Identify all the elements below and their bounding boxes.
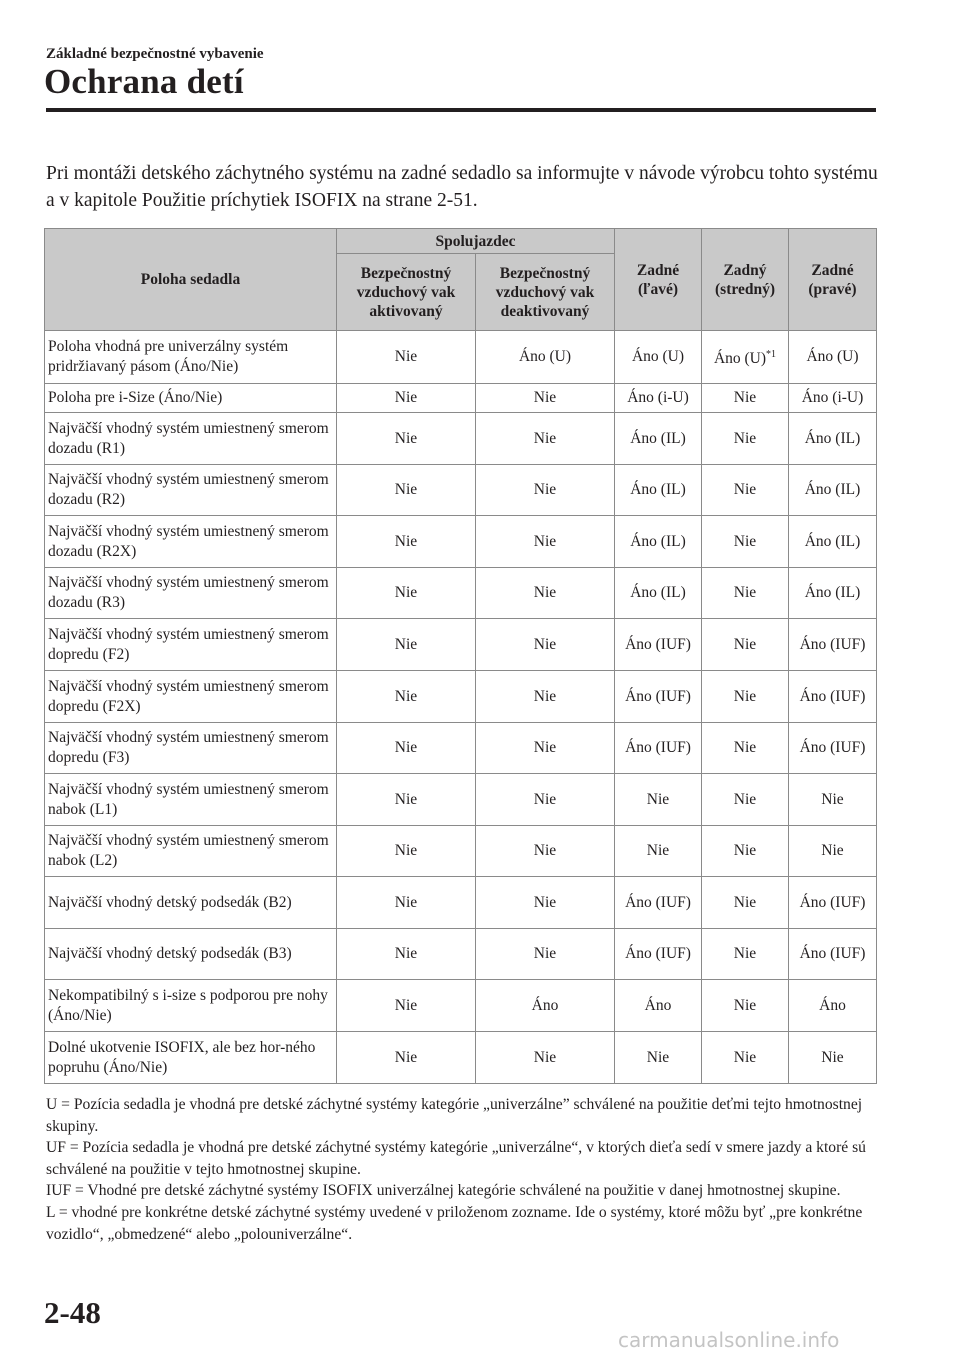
table-row — [45, 1032, 877, 1084]
table-cell — [702, 877, 789, 929]
row-label: Poloha vhodná pre univerzálny systém pridržiavaný pásom (Áno/Nie) — [45, 331, 337, 384]
cell-value: Nie — [733, 687, 757, 705]
table-cell — [337, 516, 476, 568]
table-cell — [702, 774, 789, 826]
cell-value: Nie — [646, 1048, 670, 1066]
table-cell — [476, 619, 615, 671]
cell-value: Áno — [819, 996, 846, 1014]
row-label: Najväčší vhodný detský podsedák (B3) — [45, 929, 337, 980]
header-rear-left: Zadné (ľavé) — [615, 229, 702, 331]
table-cell — [702, 723, 789, 774]
table-cell — [702, 413, 789, 465]
row-label: Najväčší vhodný systém umiestnený smerom nabok (L1) — [45, 774, 337, 826]
cell-value: Nie — [533, 481, 557, 498]
table-cell — [615, 774, 702, 826]
table-cell — [615, 980, 702, 1032]
header-rear-center: Zadný (stredný) — [702, 229, 789, 331]
cell-value: Nie — [733, 1048, 757, 1066]
table-cell — [615, 516, 702, 568]
cell-value: Nie — [533, 687, 557, 705]
table-cell — [702, 929, 789, 980]
footnote-mark: *1 — [766, 349, 777, 360]
cell-value: Nie — [733, 635, 757, 653]
cell-value: Áno — [644, 996, 672, 1014]
table-cell — [702, 619, 789, 671]
row-label: Najväčší vhodný detský podsedák (B2) — [45, 877, 337, 929]
table-cell — [789, 929, 877, 980]
cell-value: Nie — [733, 481, 757, 498]
table-cell — [789, 723, 877, 774]
table-cell — [476, 980, 615, 1032]
note-iuf: IUF = Vhodné pre detské záchytné systémy ISOFIX univerzálnej kategórie schválené na použitie v danej hmotnostnej skupine. — [46, 1182, 841, 1200]
cell-value: Nie — [394, 893, 418, 911]
table-row — [45, 877, 877, 929]
compatibility-table — [44, 228, 877, 1084]
cell-value: Áno (IUF) — [625, 945, 691, 962]
table-cell — [337, 568, 476, 619]
cell-value: Áno (IUF) — [799, 687, 866, 705]
table-row — [45, 826, 877, 877]
cell-value: Áno (IL) — [804, 481, 861, 498]
table-row — [45, 568, 877, 619]
cell-value: Nie — [394, 739, 418, 756]
table-row — [45, 980, 877, 1032]
table-cell — [476, 826, 615, 877]
cell-value: Nie — [533, 635, 557, 653]
cell-value: Nie — [821, 842, 844, 859]
cell-value: Áno (IUF) — [625, 893, 691, 911]
table-cell — [702, 384, 789, 413]
cell-value: Áno — [531, 996, 559, 1014]
table-row — [45, 619, 877, 671]
cell-value: Áno (IL) — [630, 429, 686, 447]
table-cell — [789, 384, 877, 413]
table-cell — [337, 619, 476, 671]
table-cell — [789, 1032, 877, 1084]
cell-value: Nie — [821, 1048, 844, 1066]
cell-value: Áno (i-U) — [627, 389, 689, 406]
table-cell — [789, 877, 877, 929]
cell-value: Nie — [733, 893, 757, 911]
table-cell — [615, 1032, 702, 1084]
cell-value: Nie — [533, 389, 557, 406]
cell-value: Nie — [394, 348, 418, 365]
table-cell — [702, 516, 789, 568]
table-cell — [476, 929, 615, 980]
table-cell — [702, 465, 789, 516]
cell-value: Nie — [394, 532, 418, 550]
cell-value: Nie — [733, 996, 757, 1014]
table-cell — [476, 774, 615, 826]
table-cell — [702, 826, 789, 877]
table-cell — [615, 413, 702, 465]
cell-value: Áno (IUF) — [799, 893, 866, 911]
cell-value: Nie — [394, 1048, 418, 1066]
table-cell — [615, 723, 702, 774]
cell-value: Nie — [394, 584, 418, 601]
table-cell — [615, 619, 702, 671]
cell-value: Nie — [533, 429, 557, 447]
table-cell — [789, 774, 877, 826]
table-cell — [476, 384, 615, 413]
table-cell — [337, 384, 476, 413]
table-cell — [337, 671, 476, 723]
row-label: Najväčší vhodný systém umiestnený smerom dozadu (R2) — [45, 465, 337, 516]
table-cell — [476, 568, 615, 619]
table-cell — [789, 331, 877, 384]
row-label: Nekompatibilný s i-size s podporou pre nohy (Áno/Nie) — [45, 980, 337, 1032]
table-cell — [476, 1032, 615, 1084]
table-cell — [337, 877, 476, 929]
cell-value: Nie — [394, 429, 418, 447]
table-cell — [789, 568, 877, 619]
cell-value: Nie — [533, 1048, 557, 1066]
row-label: Najväčší vhodný systém umiestnený smerom dopredu (F2X) — [45, 671, 337, 723]
cell-value: Áno (IL) — [630, 481, 686, 498]
table-cell — [702, 568, 789, 619]
row-label: Najväčší vhodný systém umiestnený smerom dozadu (R2X) — [45, 516, 337, 568]
cell-value: Nie — [733, 584, 757, 601]
table-cell — [615, 826, 702, 877]
cell-value: Áno (i-U) — [801, 389, 864, 406]
section-label: Základné bezpečnostné vybavenie — [46, 46, 264, 62]
cell-value: Áno (IL) — [804, 584, 861, 601]
cell-value: Nie — [394, 996, 418, 1014]
header-airbag-activated: Bezpečnostný vzduchový vak aktivovaný — [337, 254, 476, 331]
table-cell — [702, 980, 789, 1032]
table-body — [45, 331, 877, 1084]
cell-value: Nie — [394, 945, 418, 962]
cell-value: Áno (IUF) — [625, 635, 691, 653]
table-cell — [476, 465, 615, 516]
table-row — [45, 413, 877, 465]
table-row — [45, 929, 877, 980]
table-row — [45, 331, 877, 384]
cell-value: Áno (IUF) — [799, 739, 866, 756]
cell-value: Nie — [394, 790, 418, 808]
table-cell — [615, 877, 702, 929]
table-cell — [337, 331, 476, 384]
table-cell — [789, 619, 877, 671]
cell-value: Áno (IL) — [630, 584, 686, 601]
cell-value: Nie — [646, 790, 670, 808]
table-cell — [789, 671, 877, 723]
header-rear-right: Zadné (pravé) — [789, 229, 877, 331]
cell-value: Áno (U) — [806, 348, 859, 365]
table-cell — [615, 671, 702, 723]
cell-value: Áno (IUF) — [799, 635, 866, 653]
cell-value: Nie — [394, 389, 418, 406]
table-cell — [476, 331, 615, 384]
legend-notes — [46, 1094, 876, 1245]
row-label: Poloha pre i-Size (Áno/Nie) — [45, 384, 337, 413]
row-label: Najväčší vhodný systém umiestnený smerom dozadu (R3) — [45, 568, 337, 619]
page-number: 2-48 — [44, 1295, 101, 1330]
table-cell — [615, 465, 702, 516]
table-cell — [789, 826, 877, 877]
watermark: carmanualsonline.info — [618, 1328, 840, 1352]
table-cell — [337, 1032, 476, 1084]
cell-value: Nie — [733, 790, 757, 808]
cell-value: Nie — [733, 429, 757, 447]
note-uf: UF = Pozícia sedadla je vhodná pre detské záchytné systémy kategórie „univerzálne“, v ktorých dieťa sedí v smere jazdy a ktoré sú schválené na použitie v tejto hmotnostnej skupine. — [46, 1139, 866, 1178]
cell-value: Nie — [533, 945, 557, 962]
table-cell — [789, 465, 877, 516]
note-u: U = Pozícia sedadla je vhodná pre detské záchytné systémy kategórie „univerzálne” schválené na použitie deťmi tejto hmotnostnej skupiny. — [46, 1096, 863, 1135]
title-divider — [46, 108, 876, 112]
table-cell — [702, 1032, 789, 1084]
cell-value: Nie — [394, 687, 418, 705]
cell-value: Nie — [533, 584, 557, 601]
cell-value: Nie — [733, 739, 757, 756]
table-row — [45, 384, 877, 413]
table-cell — [476, 877, 615, 929]
cell-value: Nie — [394, 481, 418, 498]
table-cell — [337, 413, 476, 465]
table-row — [45, 774, 877, 826]
table-cell — [337, 980, 476, 1032]
table-row — [45, 723, 877, 774]
table-cell — [337, 826, 476, 877]
table-cell — [615, 929, 702, 980]
table-cell — [615, 331, 702, 384]
cell-value: Nie — [533, 739, 557, 756]
cell-value: Nie — [821, 790, 844, 808]
cell-value: Áno (IL) — [804, 429, 861, 447]
cell-value: Áno (U) — [518, 348, 572, 365]
cell-value: Nie — [533, 532, 557, 550]
table-cell — [337, 723, 476, 774]
table-cell — [789, 980, 877, 1032]
table-row — [45, 516, 877, 568]
table-row — [45, 671, 877, 723]
table-cell — [702, 671, 789, 723]
table-cell — [476, 413, 615, 465]
table-cell — [476, 671, 615, 723]
table-cell — [615, 384, 702, 413]
table-cell — [337, 465, 476, 516]
header-seat-position: Poloha sedadla — [45, 229, 337, 331]
cell-value: Áno (IUF) — [799, 945, 866, 962]
cell-value: Nie — [733, 532, 757, 550]
cell-value: Nie — [533, 893, 557, 911]
intro-paragraph: Pri montáži detského záchytného systému na zadné sedadlo sa informujte v návode výrobcu tohto systému a v kapitole Použitie príchytiek ISOFIX na strane 2-51. — [46, 163, 878, 211]
table-row — [45, 465, 877, 516]
row-label: Najväčší vhodný systém umiestnený smerom dopredu (F2) — [45, 619, 337, 671]
row-label: Najväčší vhodný systém umiestnený smerom nabok (L2) — [45, 826, 337, 877]
cell-value: Áno (IL) — [804, 532, 861, 550]
cell-value: Nie — [394, 635, 418, 653]
header-passenger: Spolujazdec — [337, 229, 615, 254]
cell-value: Nie — [394, 842, 418, 859]
cell-value: Áno (IUF) — [625, 739, 691, 756]
row-label: Dolné ukotvenie ISOFIX, ale bez hor-ného popruhu (Áno/Nie) — [45, 1032, 337, 1084]
cell-value: Áno (U) — [713, 350, 767, 367]
header-airbag-deactivated: Bezpečnostný vzduchový vak deaktivovaný — [476, 254, 615, 331]
row-label: Najväčší vhodný systém umiestnený smerom dopredu (F3) — [45, 723, 337, 774]
table-cell — [337, 929, 476, 980]
table-cell — [789, 516, 877, 568]
cell-value: Nie — [733, 842, 757, 859]
table-cell — [789, 413, 877, 465]
cell-value: Nie — [733, 945, 757, 962]
cell-value: Nie — [733, 389, 757, 406]
table-cell — [476, 723, 615, 774]
table-cell — [615, 568, 702, 619]
cell-value: Nie — [646, 842, 670, 859]
page-title: Ochrana detí — [44, 62, 244, 101]
table-cell — [337, 774, 476, 826]
cell-value: Áno (U) — [631, 348, 685, 365]
table-cell — [476, 516, 615, 568]
cell-value: Nie — [533, 842, 557, 859]
cell-value: Nie — [533, 790, 557, 808]
table-cell — [702, 331, 789, 384]
note-l: L = vhodné pre konkrétne detské záchytné systémy uvedené v priloženom zozname. Ide o systémy, ktoré môžu byť „pre konkrétne vozidlo“, „obmedzené“ alebo „polouniverzálne“. — [46, 1203, 863, 1243]
cell-value: Áno (IL) — [630, 532, 686, 550]
row-label: Najväčší vhodný systém umiestnený smerom dozadu (R1) — [45, 413, 337, 465]
cell-value: Áno (IUF) — [625, 687, 691, 705]
